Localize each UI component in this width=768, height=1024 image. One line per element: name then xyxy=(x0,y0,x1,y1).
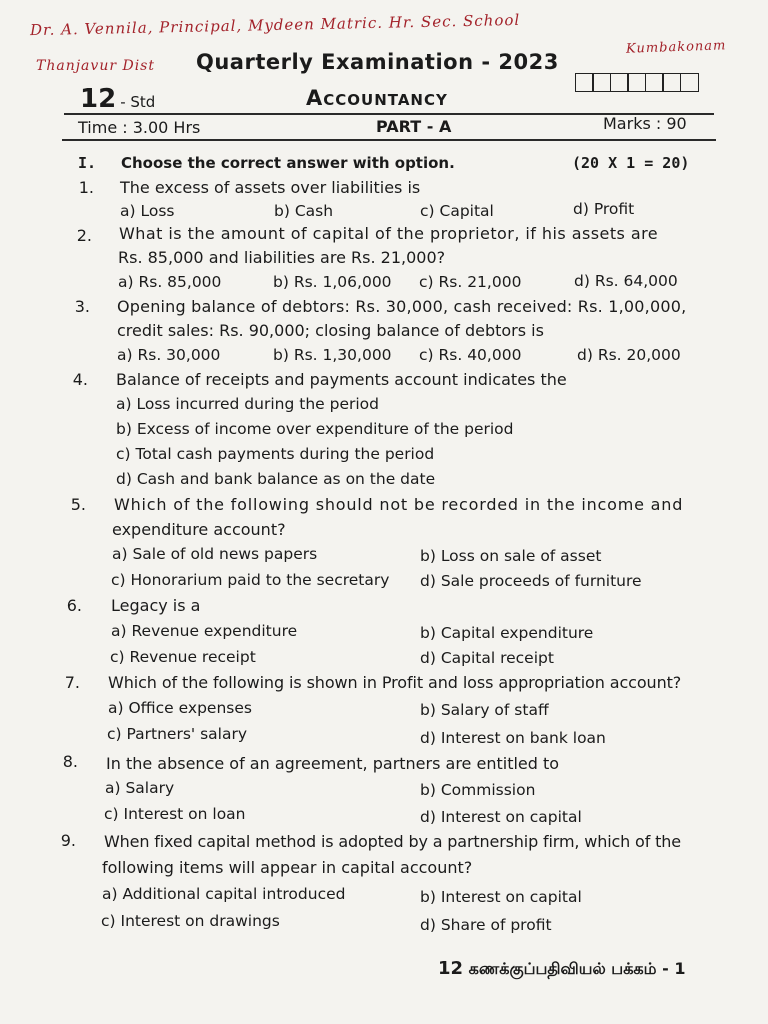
register-box xyxy=(680,73,699,92)
register-box xyxy=(645,73,664,92)
page-footer xyxy=(438,958,685,980)
standard-suffix: - Std xyxy=(120,93,156,111)
option: c) Rs. 40,000 xyxy=(419,346,522,364)
question-number: 6. xyxy=(66,596,82,615)
option: b) Cash xyxy=(274,202,334,220)
option: c) Interest on loan xyxy=(104,805,246,823)
question-text: In the absence of an agreement, partners are entitled to xyxy=(106,754,560,773)
register-box xyxy=(627,73,646,92)
option: b) Capital expenditure xyxy=(420,624,594,642)
question-text: Which of the following is shown in Profit and loss appropriation account? xyxy=(108,673,682,692)
option: a) Salary xyxy=(105,779,175,797)
option: c) Capital xyxy=(420,202,494,220)
option: b) Interest on capital xyxy=(420,888,582,906)
option: a) Revenue expenditure xyxy=(111,622,298,640)
option: b) Salary of staff xyxy=(420,701,549,719)
option: c) Honorarium paid to the secretary xyxy=(111,571,390,589)
handwritten-town: Kumbakonam xyxy=(625,38,727,57)
standard-number: 12 xyxy=(80,84,117,114)
question-number: 7. xyxy=(64,673,80,692)
option: c) Rs. 21,000 xyxy=(419,273,522,291)
total-marks: Marks : 90 xyxy=(603,114,687,133)
option: c) Partners' salary xyxy=(107,725,248,743)
option: d) Capital receipt xyxy=(420,649,554,667)
option: b) Rs. 1,06,000 xyxy=(273,273,392,291)
option: d) Rs. 20,000 xyxy=(577,346,681,364)
option: d) Cash and bank balance as on the date xyxy=(116,470,436,488)
option: b) Rs. 1,30,000 xyxy=(273,346,392,364)
question-number: 1. xyxy=(78,178,94,197)
question-text: credit sales: Rs. 90,000; closing balance of debtors is xyxy=(117,321,544,340)
question-text: Rs. 85,000 and liabilities are Rs. 21,000? xyxy=(118,248,446,267)
footer-std: 12 xyxy=(438,958,464,979)
option: d) Profit xyxy=(573,200,635,218)
option: d) Interest on bank loan xyxy=(420,729,606,747)
section-number: I. xyxy=(78,154,97,172)
option: d) Interest on capital xyxy=(420,808,582,826)
option: d) Rs. 64,000 xyxy=(574,272,678,290)
handwritten-school-name: Dr. A. Vennila, Principal, Mydeen Matric. Hr. Sec. School xyxy=(29,10,521,40)
option: c) Revenue receipt xyxy=(110,648,256,666)
register-box xyxy=(610,73,629,92)
register-box xyxy=(575,73,594,92)
option: b) Commission xyxy=(420,781,536,799)
register-box xyxy=(592,73,611,92)
question-text: Opening balance of debtors: Rs. 30,000, cash received: Rs. 1,00,000, xyxy=(117,297,687,316)
option: c) Interest on drawings xyxy=(101,912,280,930)
part-label: PART - A xyxy=(376,117,452,136)
option: a) Loss xyxy=(120,202,175,220)
option: d) Sale proceeds of furniture xyxy=(420,572,642,590)
subject-title: Accountancy xyxy=(306,86,448,110)
question-number: 8. xyxy=(62,752,78,771)
option: a) Office expenses xyxy=(108,699,252,717)
question-text: When fixed capital method is adopted by a partnership firm, which of the xyxy=(104,832,681,851)
exam-title: Quarterly Examination - 2023 xyxy=(196,50,559,74)
section-marks: (20 X 1 = 20) xyxy=(572,154,690,172)
option: b) Loss on sale of asset xyxy=(420,547,602,565)
header-rule xyxy=(62,139,716,141)
register-box xyxy=(662,73,681,92)
standard-label xyxy=(80,84,155,114)
option: a) Rs. 85,000 xyxy=(118,273,222,291)
question-text: Balance of receipts and payments account indicates the xyxy=(116,370,567,389)
question-text: expenditure account? xyxy=(112,520,286,539)
question-text: following items will appear in capital account? xyxy=(102,858,473,877)
question-number: 3. xyxy=(74,297,90,316)
footer-text: கணக்குப்பதிவியல் பக்கம் - 1 xyxy=(468,959,686,978)
question-number: 2. xyxy=(76,226,92,245)
option: b) Excess of income over expenditure of the period xyxy=(116,420,514,438)
question-number: 5. xyxy=(70,495,86,514)
question-text: What is the amount of capital of the proprietor, if his assets are xyxy=(119,224,659,243)
question-text: Legacy is a xyxy=(111,596,201,615)
question-number: 9. xyxy=(60,831,76,850)
section-instruction: Choose the correct answer with option. xyxy=(121,154,455,172)
register-number-boxes xyxy=(576,73,699,92)
option: a) Rs. 30,000 xyxy=(117,346,221,364)
option: a) Additional capital introduced xyxy=(102,885,346,903)
exam-time: Time : 3.00 Hrs xyxy=(78,118,201,137)
option: d) Share of profit xyxy=(420,916,552,934)
option: a) Loss incurred during the period xyxy=(116,395,379,413)
handwritten-district: Thanjavur Dist xyxy=(36,58,155,74)
question-text: Which of the following should not be recorded in the income and xyxy=(114,495,684,514)
option: c) Total cash payments during the period xyxy=(116,445,435,463)
question-text: The excess of assets over liabilities is xyxy=(120,178,421,197)
question-number: 4. xyxy=(72,370,88,389)
option: a) Sale of old news papers xyxy=(112,545,318,563)
